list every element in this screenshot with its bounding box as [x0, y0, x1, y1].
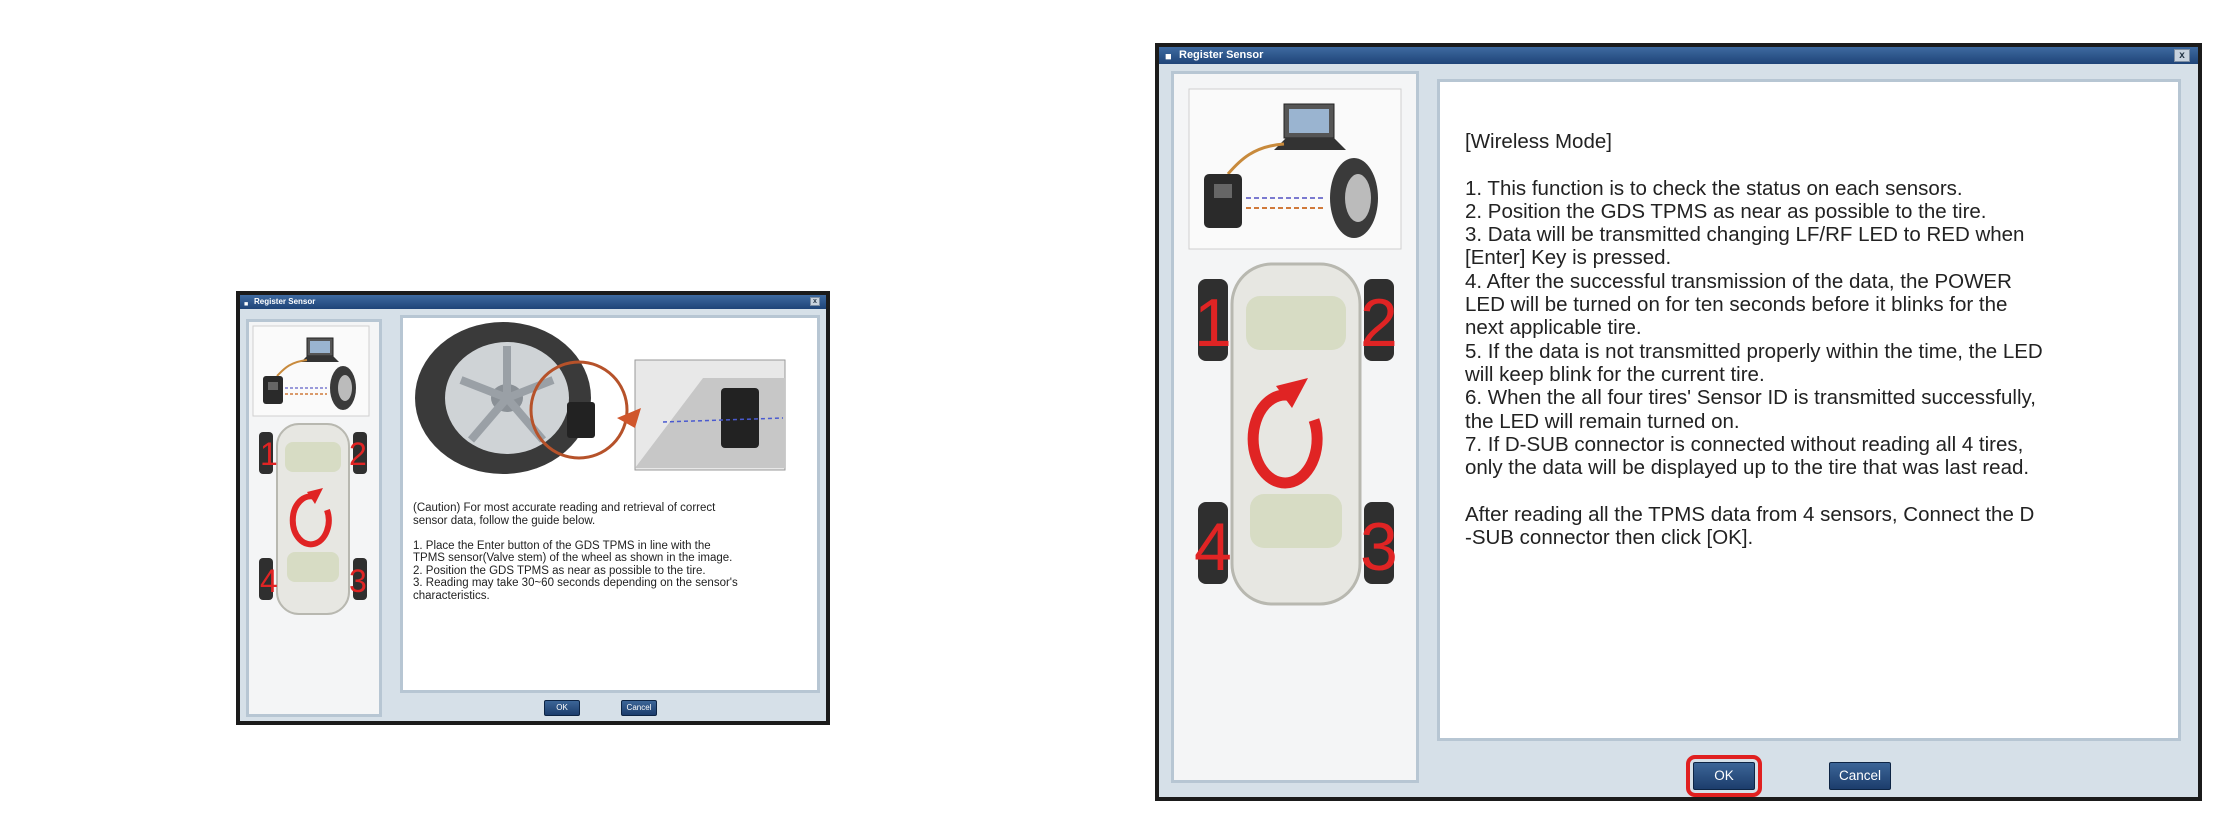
close-icon[interactable]: x	[810, 297, 820, 306]
tire-number-4: 4	[1194, 509, 1232, 585]
ok-button[interactable]: OK	[1693, 762, 1755, 790]
register-sensor-dialog-small	[236, 291, 830, 725]
sensor-closeup	[635, 360, 785, 470]
instruction-text: (Caution) For most accurate reading and retrieval of correct sensor data, follow the guide below. 1. Place the Enter button of the GDS TPMS in line with the TPMS sensor(Valve stem) of the wheel as shown in the image. 2. Position the GDS TPMS as near as possible to the tire. 3. Reading may take 30~60 seconds depending on the sensor's characteristics.	[413, 502, 738, 602]
tire-number-4: 4	[260, 563, 278, 599]
title-bar	[1159, 47, 2198, 64]
instruction-text: [Wireless Mode] 1. This function is to check the status on each sensors. 2. Position the GDS TPMS as near as possible to the tire. 3. Data will be transmitted changing LF/RF LED to RED when [Enter] Key is pressed. 4. After the successful transmission of the data, the POWER LED will be turned on for ten seconds before it blinks for the next applicable tire. 5. If the data is not transmitted properly within the time, the LED will keep blink for the current tire. 6. When the all four tires' Sensor ID is transmitted successfully, the LED will remain turned on. 7. If D-SUB connector is connected without reading all 4 tires, only the data will be displayed up to the tire that was last read. After reading all the TPMS data from 4 sensors, Connect the D -SUB connector then click [OK].	[1465, 130, 2043, 550]
title-bar	[240, 295, 826, 309]
app-icon: ■	[1165, 51, 1172, 63]
app-icon: ■	[244, 301, 249, 308]
laptop-icon	[301, 338, 339, 362]
tire-icon	[330, 366, 356, 410]
tire-icon	[1330, 158, 1378, 238]
instruction-panel	[400, 315, 820, 693]
dialog-title: Register Sensor	[254, 297, 316, 306]
wheel-icon	[415, 322, 591, 474]
dialog-title: Register Sensor	[1179, 49, 1264, 61]
register-sensor-dialog-large	[1155, 43, 2202, 801]
tire-number-3: 3	[349, 563, 367, 599]
illustration-panel	[246, 319, 382, 717]
tire-number-1: 1	[1194, 285, 1232, 361]
tpms-tool-icon	[1204, 174, 1242, 228]
illustration-panel	[1171, 71, 1419, 783]
wheel-sensor-illustration	[403, 318, 817, 498]
tpms-tool-icon	[263, 376, 283, 404]
close-icon[interactable]: x	[2174, 49, 2190, 62]
instruction-panel	[1437, 79, 2181, 741]
tire-number-2: 2	[1360, 285, 1398, 361]
tpms-tool-icon	[567, 402, 595, 438]
tpms-illustration	[1174, 74, 1416, 780]
tire-number-1: 1	[260, 436, 278, 472]
tire-number-2: 2	[349, 436, 367, 472]
tpms-illustration	[249, 322, 379, 714]
tire-number-3: 3	[1360, 509, 1398, 585]
cancel-button[interactable]: Cancel	[1829, 762, 1891, 790]
ok-button[interactable]: OK	[544, 700, 580, 716]
cancel-button[interactable]: Cancel	[621, 700, 657, 716]
